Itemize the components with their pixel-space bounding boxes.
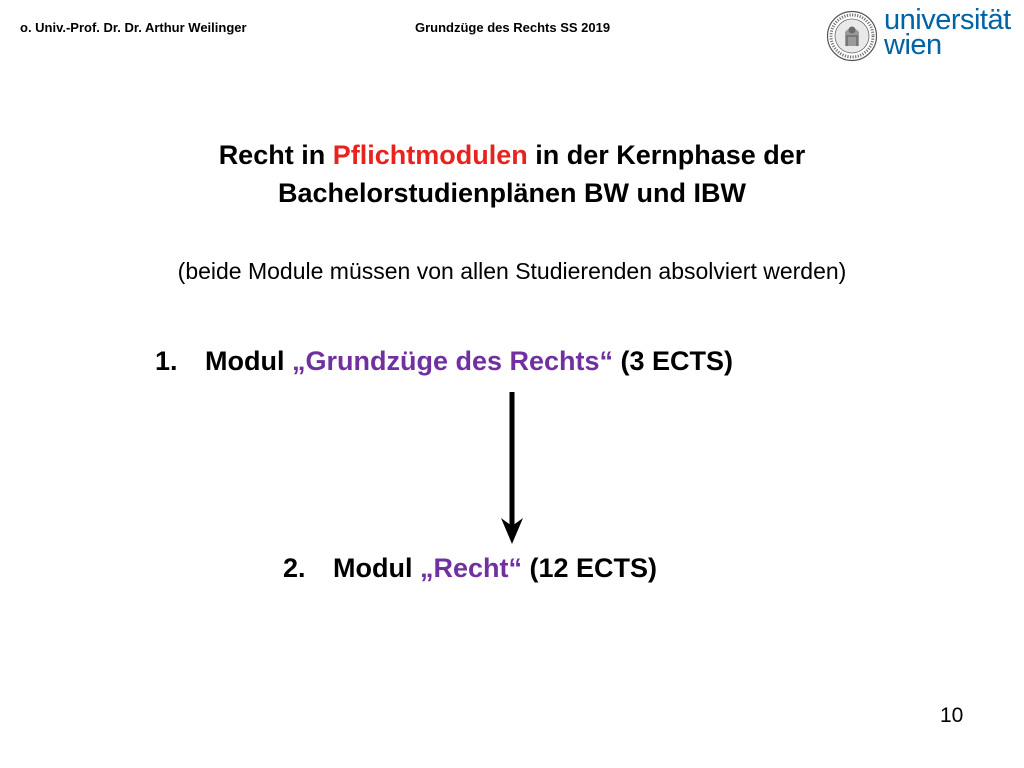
logo-line1: universität [884,4,1011,36]
subtitle: (beide Module müssen von allen Studierenden absolviert werden) [177,258,847,284]
module-name: „Grundzüge des Rechts“ [291,346,614,376]
title-line2: Bachelorstudienplänen BW und IBW [277,178,746,208]
header-course: Grundzüge des Rechts SS 2019 [415,20,611,35]
module-suffix: (3 ECTS) [613,346,734,376]
module-suffix: (12 ECTS) [522,553,658,583]
module-number: 2. [283,553,306,583]
module-number: 1. [155,346,178,376]
slide-title [0,136,1024,212]
header-author: o. Univ.-Prof. Dr. Dr. Arthur Weilinger [20,20,247,35]
university-logo [826,4,1016,66]
university-seal-icon [826,10,878,62]
down-arrow-icon [492,392,532,552]
module-prefix: Modul [205,346,292,376]
title-highlight: Pflichtmodulen [332,140,528,170]
module-name: „Recht“ [419,553,522,583]
logo-wordmark [884,4,1011,61]
module-prefix: Modul [333,553,420,583]
logo-line2: wien [884,29,942,61]
module-item-1 [155,346,733,377]
module-item-2 [283,553,657,584]
title-line1 [0,136,1024,174]
title-part2: in der Kernphase der [527,140,806,170]
page-number: 10 [940,704,964,727]
title-part1: Recht in [218,140,333,170]
